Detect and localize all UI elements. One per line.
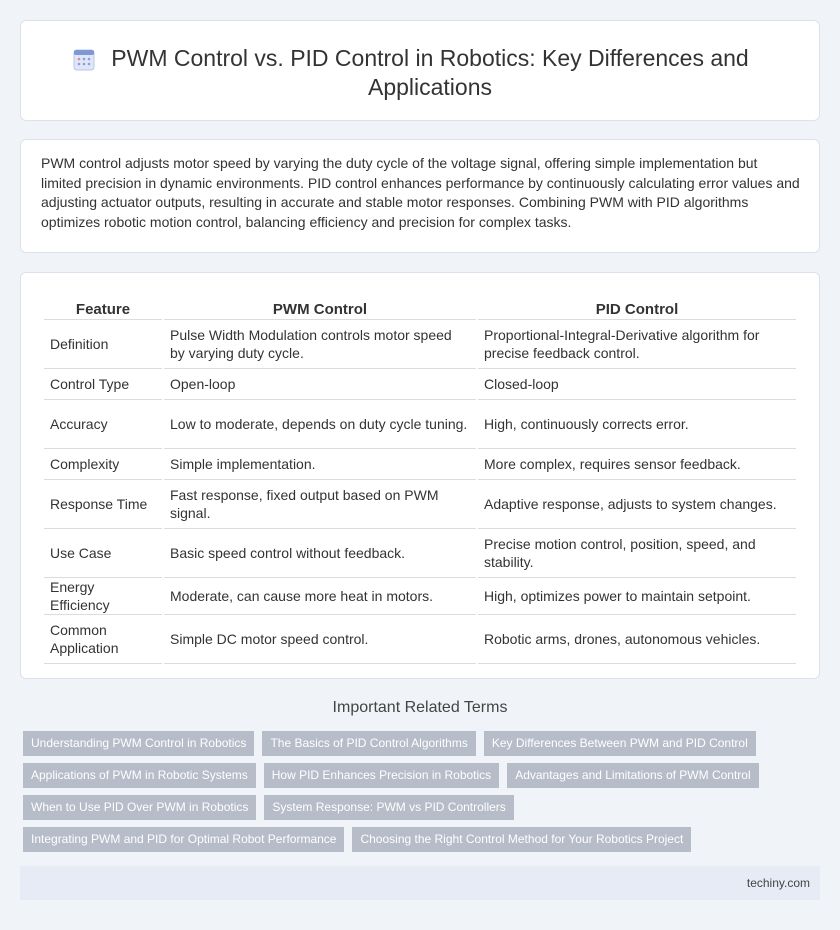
comparison-card [20, 272, 820, 679]
related-term-tag[interactable]: Integrating PWM and PID for Optimal Robot Performance [23, 827, 344, 852]
table-row [44, 615, 796, 664]
table-row [44, 578, 796, 615]
table-row [44, 400, 796, 449]
table-cell: High, continuously corrects error. [478, 400, 796, 449]
tag-row [23, 763, 823, 788]
table-cell: Basic speed control without feedback. [164, 529, 476, 578]
related-terms-title: Important Related Terms [332, 699, 508, 716]
table-row [44, 449, 796, 480]
related-term-tag[interactable]: System Response: PWM vs PID Controllers [264, 795, 513, 820]
table-cell: Moderate, can cause more heat in motors. [164, 578, 476, 615]
table-row [44, 529, 796, 578]
page-title: PWM Control vs. PID Control in Robotics: Key Differences and Applications [111, 45, 749, 100]
table-cell: Closed-loop [478, 369, 796, 400]
table-cell: Use Case [44, 529, 162, 578]
table-cell: Pulse Width Modulation controls motor speed by varying duty cycle. [164, 320, 476, 369]
table-cell: Response Time [44, 480, 162, 529]
table-cell: Adaptive response, adjusts to system changes. [478, 480, 796, 529]
title-card [20, 20, 820, 121]
related-term-tag[interactable]: Applications of PWM in Robotic Systems [23, 763, 256, 788]
related-term-tag[interactable]: Key Differences Between PWM and PID Control [484, 731, 756, 756]
related-term-tag[interactable]: Choosing the Right Control Method for Your Robotics Project [352, 827, 691, 852]
table-cell: Simple implementation. [164, 449, 476, 480]
table-cell: Accuracy [44, 400, 162, 449]
related-term-tag[interactable]: How PID Enhances Precision in Robotics [264, 763, 499, 788]
table-row [44, 480, 796, 529]
table-cell: Control Type [44, 369, 162, 400]
site-name[interactable]: techiny.com [746, 876, 810, 890]
related-term-tag[interactable]: Understanding PWM Control in Robotics [23, 731, 254, 756]
tag-row [23, 827, 823, 852]
table-cell: Definition [44, 320, 162, 369]
header-pid: PID Control [478, 296, 796, 320]
related-term-tag[interactable]: When to Use PID Over PWM in Robotics [23, 795, 256, 820]
table-cell: Fast response, fixed output based on PWM signal. [164, 480, 476, 529]
tag-row [23, 731, 823, 756]
table-header-row [44, 296, 796, 320]
comparison-table [42, 296, 798, 664]
table-row [44, 369, 796, 400]
intro-text: PWM control adjusts motor speed by varying the duty cycle of the voltage signal, offering simple implementation but limited precision in dynamic environments. PID control enhances performance by continuously calculating error values and adjusting actuator outputs, resulting in accurate and stable motor responses. Combining PWM with PID algorithms optimizes robotic motion control, balancing efficiency and precision for complex tasks. [41, 155, 800, 230]
table-cell: More complex, requires sensor feedback. [478, 449, 796, 480]
table-cell: Common Application [44, 615, 162, 664]
related-term-tag[interactable]: The Basics of PID Control Algorithms [262, 731, 475, 756]
related-terms-list [23, 731, 823, 859]
tag-row [23, 795, 823, 820]
table-cell: Simple DC motor speed control. [164, 615, 476, 664]
table-cell: Complexity [44, 449, 162, 480]
table-row [44, 320, 796, 369]
intro-card [20, 139, 820, 253]
table-cell: Proportional-Integral-Derivative algorithm for precise feedback control. [478, 320, 796, 369]
table-cell: Robotic arms, drones, autonomous vehicles. [478, 615, 796, 664]
footer [20, 866, 820, 900]
related-term-tag[interactable]: Advantages and Limitations of PWM Control [507, 763, 758, 788]
header-feature: Feature [44, 296, 162, 320]
table-cell: High, optimizes power to maintain setpoint. [478, 578, 796, 615]
table-cell: Low to moderate, depends on duty cycle tuning. [164, 400, 476, 449]
table-cell: Precise motion control, position, speed, and stability. [478, 529, 796, 578]
header-pwm: PWM Control [164, 296, 476, 320]
table-cell: Open-loop [164, 369, 476, 400]
table-cell: Energy Efficiency [44, 578, 162, 615]
